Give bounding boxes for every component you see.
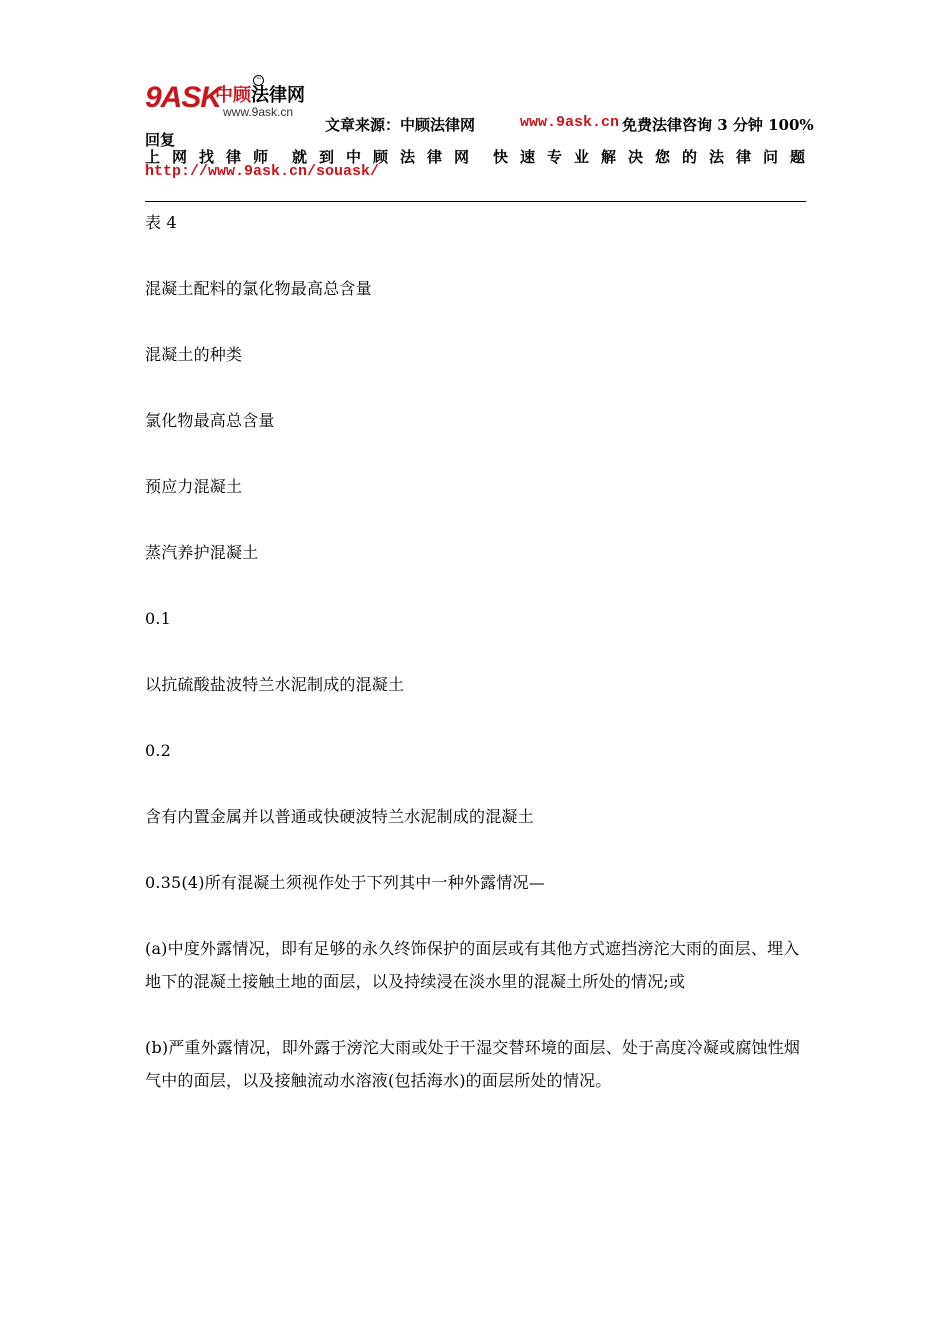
paragraph: (a)中度外露情况，即有足够的永久终饰保护的面层或有其他方式遮挡滂沱大雨的面层、埋入地下的混凝土接触土地的面层，以及持续浸在淡水里的混凝土所处的情况;或 [145,939,800,991]
slogan-char: 中 [345,148,361,166]
slogan-char: 到 [318,148,334,166]
site-url-link[interactable]: www.9ask.cn [520,114,620,131]
paragraph: 预应力混凝土 [145,477,243,496]
paragraph: 混凝土配料的氯化物最高总含量 [145,279,372,298]
slogan-char: 网 [453,148,469,166]
slogan-char: 题 [789,148,805,166]
slogan-char: 找 [199,148,215,166]
logo-cn-part-1: 中顾 [215,85,251,106]
paragraph: 0.35(4)所有混凝土须视作处于下列其中一种外露情况— [145,873,545,892]
source-label: 文章来源：中顾法律网 [325,116,476,134]
header-divider [145,201,806,202]
slogan-char: 您 [654,148,670,166]
paragraph: 氯化物最高总含量 [145,411,275,430]
slogan-char: 专 [546,148,562,166]
paragraph: 0.2 [145,741,172,760]
slogan-char: 业 [573,148,589,166]
logo-cn-part-2: 法律网 [251,85,305,106]
slogan-char: 法 [708,148,724,166]
slogan-char: 快 [492,148,508,166]
slogan-char: 速 [519,148,535,166]
slogan-char: 律 [735,148,751,166]
paragraph: 以抗硫酸盐波特兰水泥制成的混凝土 [145,675,405,694]
souask-link[interactable]: http://www.9ask.cn/souask/ [145,163,380,180]
slogan-char: 网 [172,148,188,166]
paragraph: 表 4 [145,213,177,232]
logo-url: www.9ask.cn [223,105,294,119]
slogan-char: 律 [226,148,242,166]
slogan-char: 就 [291,148,307,166]
trademark-icon: ™ [253,75,264,86]
slogan-char: 的 [681,148,697,166]
slogan-char: 律 [426,148,442,166]
slogan-char: 法 [399,148,415,166]
paragraph: 含有内置金属并以普通或快硬波特兰水泥制成的混凝土 [145,807,534,826]
slogan-char: 上 [145,148,161,166]
site-logo[interactable] [145,75,345,125]
paragraph: 0.1 [145,609,172,628]
slogan-char: 师 [253,148,269,166]
logo-mark: 9ASK [145,81,222,114]
paragraph: 混凝土的种类 [145,345,243,364]
slogan-char: 决 [627,148,643,166]
slogan-char: 解 [600,148,616,166]
slogan-char: 顾 [372,148,388,166]
document-body [145,206,806,1097]
slogan-char: 问 [762,148,778,166]
free-consult-text: 免费法律咨询 3 分钟 100% [622,116,814,134]
paragraph: 蒸汽养护混凝土 [145,543,259,562]
reply-text: 回复 [145,131,176,149]
paragraph: (b)严重外露情况，即外露于滂沱大雨或处于干湿交替环境的面层、处于高度冷凝或腐蚀性烟气中的面层，以及接触流动水溶液(包括海水)的面层所处的情况。 [145,1038,801,1090]
